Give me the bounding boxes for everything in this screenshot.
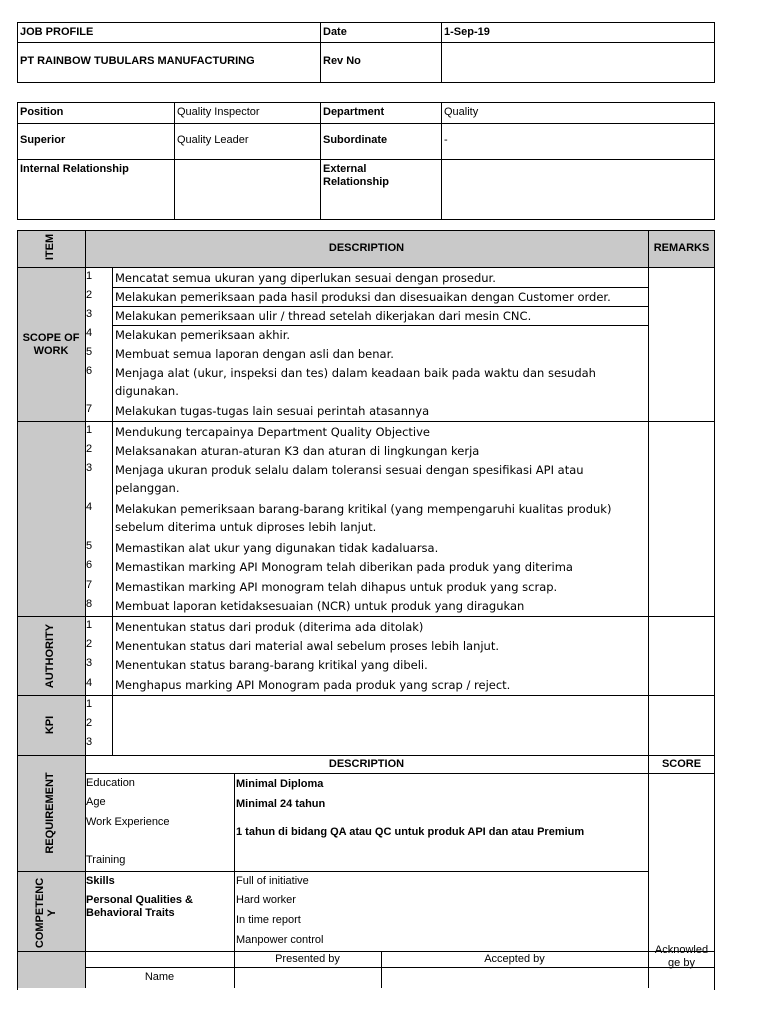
responsibility-item-text: Mendukung tercapainya Department Quality Objective (115, 425, 431, 439)
scope-item-text: Melakukan tugas-tugas lain sesuai perintah atasannya (115, 404, 430, 418)
responsibility-item-num: 8 (86, 598, 93, 610)
external-relationship-label-2: Relationship (323, 176, 390, 188)
header-table (17, 22, 715, 83)
competency-label-line-2: Y (46, 909, 58, 917)
responsibility-item-text: Membuat laporan ketidaksesuaian (NCR) untuk produk yang diragukan (115, 599, 525, 613)
date-value: 1-Sep-19 (444, 26, 490, 38)
scope-item-text: Membuat semua laporan dengan asli dan benar. (115, 347, 394, 361)
scope-item-num: 1 (86, 270, 93, 282)
skills-label: Skills (86, 875, 115, 887)
education-label: Education (86, 777, 135, 789)
responsibility-item-text: Memastikan marking API monogram telah dihapus untuk produk yang scrap. (115, 580, 558, 594)
responsibility-item-num: 5 (86, 540, 93, 552)
responsibility-item-text: sebelum diterima untuk diproses lebih lanjut. (115, 520, 377, 534)
competency-section-end (17, 951, 715, 952)
rev-no-label: Rev No (323, 55, 361, 67)
acknowledged-by-label-2: ge by (668, 957, 695, 969)
scope-of-work-label-2: WORK (33, 345, 69, 357)
traits-label-2: Behavioral Traits (86, 907, 175, 919)
responsibility-item-text: Memastikan marking API Monogram telah diberikan pada produk yang diterima (115, 560, 573, 574)
position-col-divider-2 (320, 102, 321, 220)
authority-label: AUTHORITY (44, 623, 56, 689)
score-header: SCORE (661, 758, 702, 770)
responsibility-item-num: 7 (86, 579, 93, 591)
kpi-label: KPI (44, 715, 56, 735)
kpi-item-num: 3 (86, 736, 93, 748)
responsibility-item-text: Memastikan alat ukur yang digunakan tidak kadaluarsa. (115, 541, 439, 555)
acknowledged-by-label-1: Acknowled (654, 944, 709, 956)
authority-item-text: Menentukan status dari produk (diterima ada ditolak) (115, 620, 424, 634)
authority-item-num: 3 (86, 657, 93, 669)
scope-row-line (112, 325, 648, 326)
authority-section-end (17, 695, 715, 696)
scope-item-num: 5 (86, 346, 93, 358)
scope-item-text: Mencatat semua ukuran yang diperlukan sesuai dengan prosedur. (115, 271, 496, 285)
scope-item-num: 2 (86, 289, 93, 301)
subordinate-label: Subordinate (323, 134, 388, 146)
responsibility-item-text: Melaksanakan aturan-aturan K3 dan aturan di lingkungan kerja (115, 444, 480, 458)
scope-item-text: Melakukan pemeriksaan pada hasil produksi dan disesuaikan dengan Customer order. (115, 290, 611, 304)
scope-item-num: 3 (86, 308, 93, 320)
external-relationship-label-1: External (323, 163, 367, 175)
description-header: DESCRIPTION (328, 242, 405, 254)
position-table (17, 102, 715, 220)
authority-item-text: Menghapus marking API Monogram pada produk yang scrap / reject. (115, 678, 511, 692)
work-experience-label: Work Experience (86, 816, 170, 828)
subordinate-value: - (444, 134, 448, 146)
date-label: Date (323, 26, 347, 38)
kpi-section-end (17, 755, 715, 756)
work-experience-value: 1 tahun di bidang QA atau QC untuk produk API dan atau Premium (236, 826, 585, 838)
name-label: Name (144, 971, 175, 983)
traits-label-1: Personal Qualities & (86, 894, 193, 906)
authority-item-num: 4 (86, 677, 93, 689)
authority-item-text: Menentukan status barang-barang kritikal yang dibeli. (115, 658, 428, 672)
superior-value: Quality Leader (177, 134, 249, 146)
competency-label (17, 876, 85, 950)
position-col-divider-1 (174, 102, 175, 220)
responsibility-item-text: Melakukan pemeriksaan barang-barang kritikal (yang mempengaruhi kualitas produk) (115, 502, 612, 516)
responsibility-item-num: 1 (86, 424, 93, 436)
scope-item-num: 6 (86, 365, 93, 377)
scope-of-work-label-1: SCOPE OF (22, 332, 80, 344)
department-value: Quality (444, 106, 479, 118)
education-value: Minimal Diploma (236, 778, 324, 790)
department-label: Department (323, 106, 385, 118)
responsibility-item-text: Menjaga ukuran produk selalu dalam toleransi sesuai dengan spesifikasi API atau (115, 463, 584, 477)
scope-item-num: 7 (86, 403, 93, 415)
header-divider (17, 42, 715, 43)
requirement-label: REQUIREMENT (44, 772, 56, 854)
scope-row-line (112, 287, 648, 288)
requirement-header-divider (85, 773, 715, 774)
scope-item-text: Melakukan pemeriksaan akhir. (115, 328, 291, 342)
remarks-header: REMARKS (653, 242, 710, 254)
scope-row-line (112, 306, 648, 307)
job-profile-title: JOB PROFILE (20, 26, 94, 38)
age-label: Age (86, 796, 106, 808)
position-value: Quality Inspector (177, 106, 260, 118)
authority-item-num: 1 (86, 619, 93, 631)
signature-header-divider (85, 967, 715, 968)
position-label: Position (20, 106, 64, 118)
authority-item-text: Menentukan status dari material awal sebelum proses lebih lanjut. (115, 639, 500, 653)
responsibility-item-text: pelanggan. (115, 481, 180, 495)
accepted-by-label: Accepted by (484, 953, 545, 965)
requirement-section-end (17, 871, 648, 872)
main-header-divider (17, 267, 715, 268)
scope-item-num: 4 (86, 327, 93, 339)
requirement-description-header: DESCRIPTION (328, 758, 405, 770)
responsibility-item-num: 3 (86, 462, 93, 474)
authority-item-num: 2 (86, 638, 93, 650)
responsibility-section-end (17, 616, 715, 617)
age-value: Minimal 24 tahun (236, 798, 326, 810)
scope-item-text: Menjaga alat (ukur, inspeksi dan tes) dalam keadaan baik pada waktu dan sesudah (115, 366, 596, 380)
internal-relationship-label: Internal Relationship (20, 163, 129, 175)
training-label: Training (86, 854, 126, 866)
competency-value: Full of initiative (236, 875, 309, 887)
responsibility-item-num: 6 (86, 559, 93, 571)
company-name: PT RAINBOW TUBULARS MANUFACTURING (20, 55, 255, 67)
presented-by-label: Presented by (275, 953, 340, 965)
scope-item-text: Melakukan pemeriksaan ulir / thread setelah dikerjakan dari mesin CNC. (115, 309, 532, 323)
item-header: ITEM (44, 233, 56, 261)
position-divider-2 (17, 159, 715, 160)
kpi-item-num: 1 (86, 698, 93, 710)
remarks-col-divider (648, 230, 649, 755)
num-col-divider (112, 267, 113, 755)
competency-value: In time report (236, 914, 301, 926)
responsibility-item-num: 2 (86, 443, 93, 455)
responsibility-item-num: 4 (86, 501, 93, 513)
superior-label: Superior (20, 134, 66, 146)
kpi-item-num: 2 (86, 717, 93, 729)
competency-label-line-1: COMPETENC (34, 877, 46, 949)
header-col-divider-2 (441, 22, 442, 83)
position-col-divider-3 (441, 102, 442, 220)
header-col-divider-1 (320, 22, 321, 83)
competency-value: Hard worker (236, 894, 296, 906)
competency-value: Manpower control (236, 934, 324, 946)
position-divider-1 (17, 123, 715, 124)
scope-section-end (17, 421, 715, 422)
scope-item-text: digunakan. (115, 384, 179, 398)
